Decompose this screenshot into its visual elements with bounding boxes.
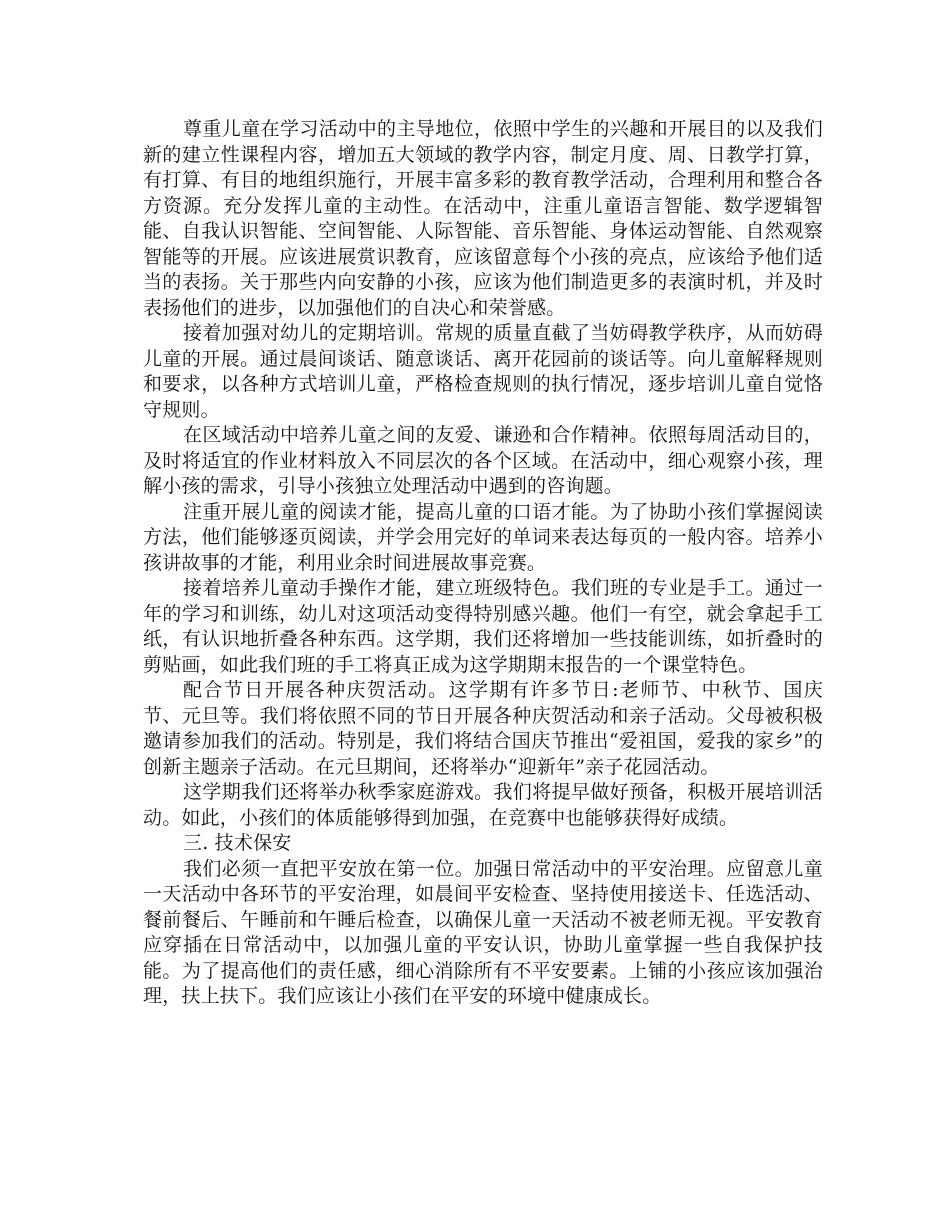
section-heading: 三. 技术保安 bbox=[183, 832, 292, 854]
paragraph-safety: 我们必须一直把平安放在第一位。加强日常活动中的平安治理。应留意儿童一天活动中各环节的平安治理，如晨间平安检查、坚持使用接送卡、任选活动、餐前餐后、午睡前和午睡后检查，以确保儿童一天活动不被老师无视。平安教育应穿插在日常活动中，以加强儿童的平安认识，协助儿童掌握一些自我保护技能。为了提高他们的责任感，细心消除所有不平安要素。上铺的小孩应该加强治理，扶上扶下。我们应该让小孩们在平安的环境中健康成长。 bbox=[143, 857, 823, 1007]
paragraph-child-leadership: 尊重儿童在学习活动中的主导地位，依照中学生的兴趣和开展目的以及我们新的建立性课程内容，增加五大领域的教学内容，制定月度、周、日教学打算，有打算、有目的地组织施行，开展丰富多彩的教育教学活动，合理利用和整合各方资源。充分发挥儿童的主动性。在活动中，注重儿童语言智能、数学逻辑智能、自我认识智能、空间智能、人际智能、音乐智能、身体运动智能、自然观察智能等的开展。应该进展赏识教育，应该留意每个小孩的亮点，应该给予他们适当的表扬。关于那些内向安静的小孩，应该为他们制造更多的表演时机，并及时表扬他们的进步，以加强他们的自决心和荣誉感。 bbox=[143, 118, 823, 319]
paragraph-area-activities: 在区域活动中培养儿童之间的友爱、谦逊和合作精神。依照每周活动目的，及时将适宜的作业材料放入不同层次的各个区域。在活动中，细心观察小孩，理解小孩的需求，引导小孩独立处理活动中遇到的咨询题。 bbox=[143, 424, 823, 497]
paragraph-festival-activities: 配合节日开展各种庆贺活动。这学期有许多节日:老师节、中秋节、国庆节、元旦等。我们将依照不同的节日开展各种庆贺活动和亲子活动。父母被积极邀请参加我们的活动。特别是，我们将结合国庆节推出“爱祖国，爱我的家乡”的创新主题亲子活动。在元旦期间，还将举办“迎新年”亲子花园活动。 bbox=[143, 679, 823, 778]
paragraph-family-games: 这学期我们还将举办秋季家庭游戏。我们将提早做好预备，积极开展培训活动。如此，小孩们的体质能够得到加强，在竞赛中也能够获得好成绩。 bbox=[143, 781, 823, 829]
paragraph-handcraft-feature: 接着培养儿童动手操作才能，建立班级特色。我们班的专业是手工。通过一年的学习和训练，幼儿对这项活动变得特别感兴趣。他们一有空，就会拿起手工纸，有认识地折叠各种东西。这学期，我们还将增加一些技能训练，如折叠时的剪贴画，如此我们班的手工将真正成为这学期期末报告的一个课堂特色。 bbox=[143, 577, 823, 676]
paragraph-routine-training: 接着加强对幼儿的定期培训。常规的质量直截了当妨碍教学秩序，从而妨碍儿童的开展。通过晨间谈话、随意谈话、离开花园前的谈话等。向儿童解释规则和要求，以各种方式培训儿童，严格检查规则的执行情况，逐步培训儿童自觉恪守规则。 bbox=[143, 322, 823, 421]
paragraph-reading-ability: 注重开展儿童的阅读才能，提高儿童的口语才能。为了协助小孩们掌握阅读方法，他们能够逐页阅读，并学会用完好的单词来表达每页的一般内容。培养小孩讲故事的才能，利用业余时间进展故事竞赛。 bbox=[143, 500, 823, 574]
document-body bbox=[143, 117, 823, 1010]
